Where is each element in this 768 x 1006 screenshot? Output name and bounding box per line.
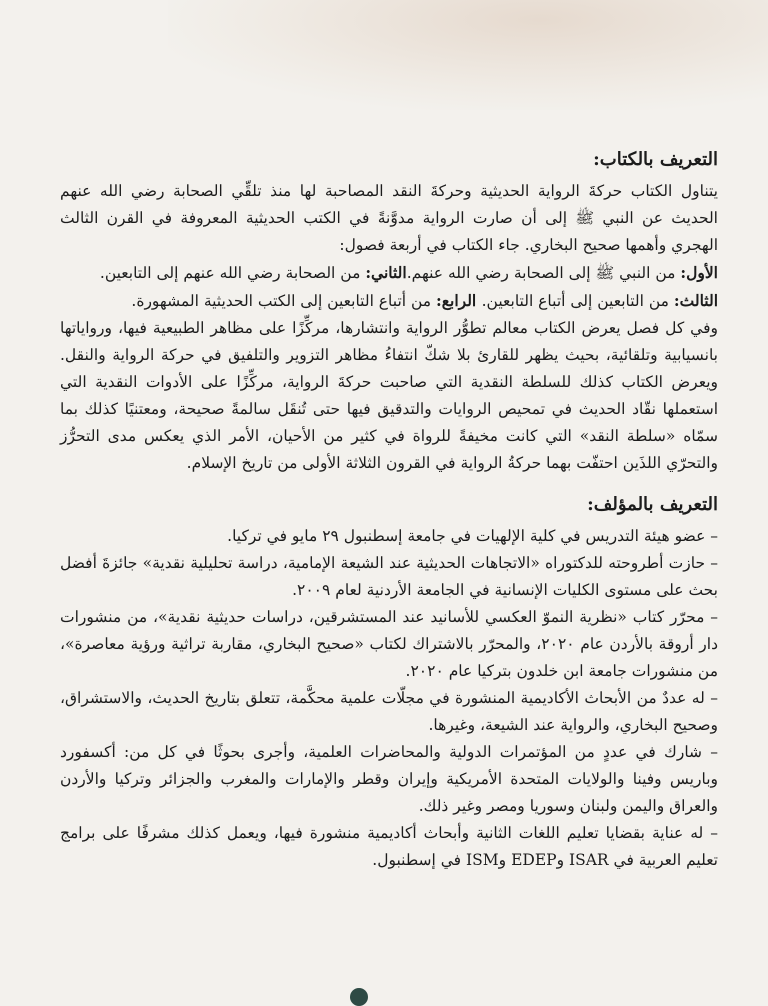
chapters-line-2 bbox=[60, 287, 718, 315]
book-body: وفي كل فصل يعرض الكتاب معالم تطوُّر الرواية وانتشارها، مركِّزًا على مظاهر الطبيعية فيها، ورواياتها بانسيابية وتلقائية، بحيث يظهر للقارئ بلا شكّ انتفاءُ مظاهر التزوير والتلفيق في حركة الرواية والنقل. ويعرض الكتاب كذلك للسلطة النقدية التي صاحبت حركةَ الرواية، مركِّزًا على الأدوات النقدية التي استعملها نقّاد الحديث في تمحيص الروايات والتدقيق فيها حتى تُنقَل سالمةً صحيحة، ومعتنيًا كذلك بما سمّاه «سلطة النقد» التي كانت مخيفةً للرواة في كثير من الأحيان، الأمر الذي يعكس مدى التحرُّز والتحرّي اللذَين احتفّت بهما حركةُ الرواية في القرون الثلاثة الأولى من تاريخ الإسلام. bbox=[60, 319, 718, 472]
book-section bbox=[60, 146, 718, 477]
author-section bbox=[60, 491, 718, 874]
chapter-3-label: الثالث: bbox=[673, 291, 718, 310]
author-item: – محرّر كتاب «نظرية النموّ العكسي للأسانيد عند المستشرقين، دراسات حديثية نقدية»، من منشورات دار أروقة بالأردن عام ٢٠٢٠، والمحرّر بالاشتراك لكتاب «صحيح البخاري، مقاربة تراثية ورؤية معاصرة»، من منشورات جامعة ابن خلدون بتركيا عام ٢٠٢٠. bbox=[60, 608, 718, 680]
chapter-2-text: من الصحابة رضي الله عنهم إلى التابعين. bbox=[99, 264, 366, 282]
chapter-4-label: الرابع: bbox=[436, 291, 482, 310]
book-heading: التعريف بالكتاب: bbox=[593, 149, 718, 170]
chapter-4-text: من أتباع التابعين إلى الكتب الحديثية المشهورة. bbox=[131, 292, 437, 310]
page-ornament bbox=[350, 988, 368, 1006]
author-item: – شارك في عددٍ من المؤتمرات الدولية والمحاضرات العلمية، وأجرى بحوثًا في كل من: أكسفورد وباريس وفينا والولايات المتحدة الأمريكية وإيران وقطر والإمارات والمغرب والجزائر وتركيا والأردن والعراق واليمن ولبنان وسوريا ومصر وغير ذلك. bbox=[60, 743, 719, 815]
author-item: – عضو هيئة التدريس في كلية الإلهيات في جامعة إسطنبول ٢٩ مايو في تركيا. bbox=[227, 527, 718, 545]
chapter-1-label: الأول: bbox=[680, 263, 718, 282]
chapter-list bbox=[60, 259, 718, 315]
author-heading: التعريف بالمؤلف: bbox=[587, 494, 718, 515]
author-item: – حازت أطروحته للدكتوراه «الاتجاهات الحديثية عند الشيعة الإمامية، دراسة تحليلية نقدية» جائزةَ أفضل بحث على مستوى الكليات الإنسانية في الجامعة الأردنية لعام ٢٠٠٩. bbox=[60, 554, 718, 599]
chapter-2-label: الثاني: bbox=[365, 263, 407, 282]
author-item: – له عناية بقضايا تعليم اللغات الثانية وأبحاث أكاديمية منشورة فيها، ويعمل كذلك مشرفًا على برامج تعليم العربية في ISAR وEDEP وISM في إسطنبول. bbox=[60, 824, 718, 869]
author-item: – له عددٌ من الأبحاث الأكاديمية المنشورة في مجلّات علمية محكَّمة، تتعلق بتاريخ الحديث، والاستشراق، وصحيح البخاري، والرواية عند الشيعة، وغيرها. bbox=[60, 689, 718, 734]
chapters-line-1 bbox=[60, 259, 718, 287]
book-intro: يتناول الكتاب حركةَ الرواية الحديثية وحركةَ النقد المصاحبة لها منذ تلقِّي الصحابة رضي الله عنهم الحديث عن النبي ﷺ إلى أن صارت الرواية مدوَّنةً في الكتب الحديثية المعروفة في القرن الثالث الهجري وأهمها صحيح البخاري. جاء الكتاب في أربعة فصول: bbox=[60, 182, 718, 254]
document-page bbox=[60, 146, 718, 874]
paper-stain bbox=[168, 0, 768, 110]
chapter-1-text: من النبي ﷺ إلى الصحابة رضي الله عنهم. bbox=[406, 264, 681, 282]
chapter-3-text: من التابعين إلى أتباع التابعين. bbox=[481, 292, 674, 310]
